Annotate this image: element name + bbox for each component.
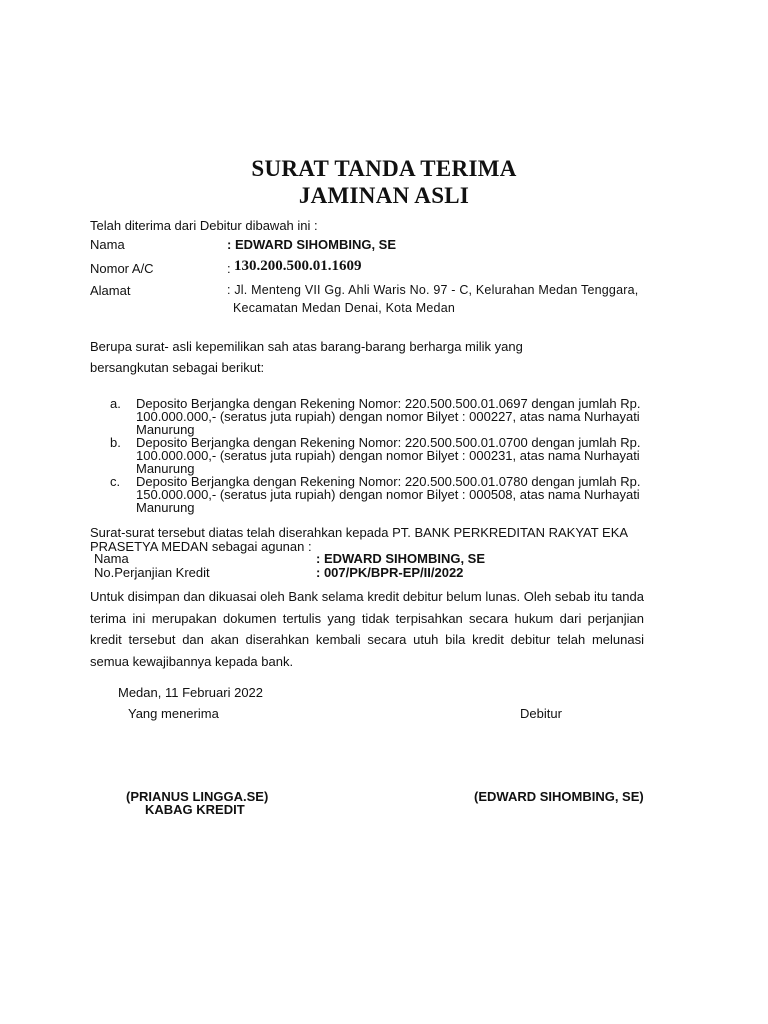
agunan-nama-value: : EDWARD SIHOMBING, SE	[316, 551, 486, 566]
list-item	[110, 436, 690, 475]
receiver-title: KABAG KREDIT	[145, 802, 245, 817]
alamat-line-1: : Jl. Menteng VII Gg. Ahli Waris No. 97 - C, Kelurahan Medan Tenggara,	[227, 283, 639, 297]
list-item-text: Deposito Berjangka dengan Rekening Nomor: 220.500.500.01.0700 dengan jumlah Rp. 100.000.000,- (seratus juta rupiah) dengan nomor Bilyet : 000231, atas nama Nurhayati Manurung	[136, 435, 641, 476]
agunan-perjanjian-value: : 007/PK/BPR-EP/II/2022	[316, 565, 464, 580]
debitur-label: Debitur	[520, 706, 562, 721]
title-line-1: SURAT TANDA TERIMA	[251, 156, 517, 181]
list-marker: c.	[110, 474, 121, 489]
title-line-2: JAMINAN ASLI	[298, 183, 470, 208]
list-marker: b.	[110, 435, 121, 450]
closing-paragraph: Untuk disimpan dan dikuasai oleh Bank selama kredit debitur belum lunas. Oleh sebab itu tanda terima ini merupakan dokumen tertulis yang tidak terpisahkan secara hukum dari perjanjian kredit tersebut dan akan diserahkan kembali secara utuh bila kredit debitur telah melunasi semua kewajibannya kepada bank.	[90, 589, 644, 669]
account-number: 130.200.500.01.1609	[234, 258, 362, 274]
account-label: Nomor A/C	[90, 261, 154, 276]
alamat-line-2: Kecamatan Medan Denai, Kota Medan	[233, 301, 456, 315]
intro-text: Telah diterima dari Debitur dibawah ini :	[90, 218, 318, 233]
list-item-text: Deposito Berjangka dengan Rekening Nomor: 220.500.500.01.0780 dengan jumlah Rp. 150.000.000,- (seratus juta rupiah) dengan nomor Bilyet : 000508, atas nama Nurhayati Manurung	[136, 474, 641, 515]
list-item-text: Deposito Berjangka dengan Rekening Nomor: 220.500.500.01.0697 dengan jumlah Rp. 100.000.000,- (seratus juta rupiah) dengan nomor Bilyet : 000227, atas nama Nurhayati Manurung	[136, 396, 641, 437]
list-marker: a.	[110, 396, 121, 411]
berupa-line-2: bersangkutan sebagai berikut:	[90, 360, 265, 375]
alamat-label: Alamat	[90, 283, 131, 298]
handover-line-1: Surat-surat tersebut diatas telah diserahkan kepada PT. BANK PERKREDITAN RAKYAT EKA	[90, 525, 629, 540]
agunan-perjanjian-label: No.Perjanjian Kredit	[94, 565, 210, 580]
agunan-nama-label: Nama	[94, 551, 129, 566]
nama-value: : EDWARD SIHOMBING, SE	[227, 237, 397, 252]
handover-line-2: PRASETYA MEDAN sebagai agunan :	[90, 539, 312, 554]
receiver-name: (PRIANUS LINGGA.SE)	[126, 789, 269, 804]
receiver-label: Yang menerima	[128, 706, 219, 721]
place-date: Medan, 11 Februari 2022	[118, 685, 264, 700]
debitur-name: (EDWARD SIHOMBING, SE)	[474, 789, 644, 804]
list-item	[110, 475, 690, 514]
account-colon: :	[227, 261, 231, 276]
list-item	[110, 397, 690, 436]
nama-label: Nama	[90, 237, 125, 252]
berupa-line-1: Berupa surat- asli kepemilikan sah atas barang-barang berharga milik yang	[90, 339, 523, 354]
